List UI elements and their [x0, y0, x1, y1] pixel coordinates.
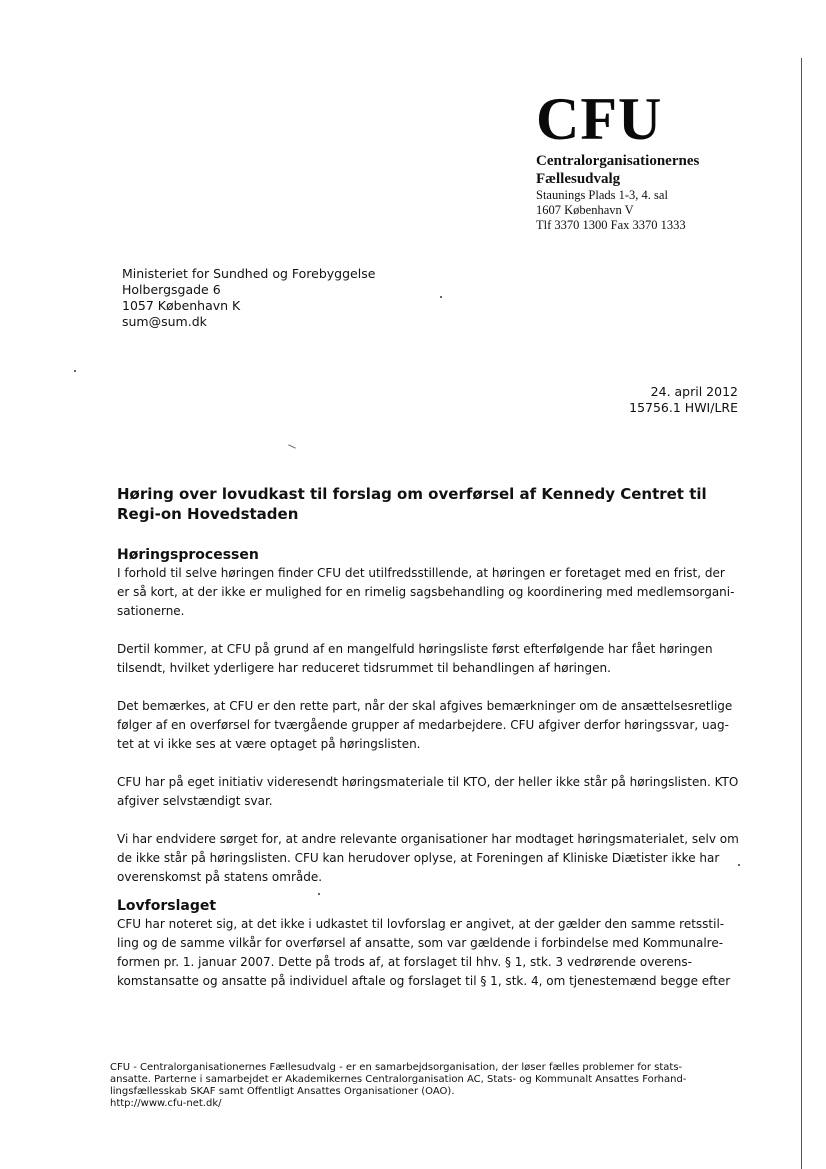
section-heading-lovforslaget: Lovforslaget	[117, 898, 217, 914]
scan-speck	[74, 370, 76, 372]
scan-speck	[288, 444, 296, 448]
org-name-line2: Fællesudvalg	[536, 171, 621, 187]
scan-speck	[738, 864, 740, 866]
letter-reference: 15756.1 HWI/LRE	[629, 400, 738, 415]
paragraph: I forhold til selve høringen finder CFU det utilfredsstillende, at høringen er foretaget med en frist, der er så kort, at der ikke er mulighed for en rimelig sagsbehandling og koordinering med medlemsorgani-sationerne.	[117, 566, 735, 618]
org-name-line1: Centralorganisationernes	[536, 153, 700, 169]
org-phone-fax: Tlf 3370 1300 Fax 3370 1333	[536, 218, 686, 232]
footer-line: lingsfællesskab SKAF samt Offentligt Ansattes Organisationer (OAO).	[110, 1086, 455, 1097]
section-heading-horingsprocessen: Høringsprocessen	[117, 547, 259, 563]
letter-footer	[110, 1062, 740, 1110]
footer-line: CFU - Centralorganisationernes Fællesudvalg - er en samarbejdsorganisation, der løser fælles problemer for stats-	[110, 1062, 683, 1073]
cfu-logo: CFU	[536, 86, 663, 152]
scan-speck	[318, 893, 320, 895]
footer-line: ansatte. Parterne i samarbejdet er Akademikernes Centralorganisation AC, Stats- og Kommunalt Ansattes Forhand-	[110, 1074, 687, 1085]
letter-body	[117, 484, 739, 1010]
recipient-city: 1057 København K	[122, 298, 241, 313]
recipient-address	[122, 266, 375, 330]
recipient-name: Ministeriet for Sundhed og Forebyggelse	[122, 266, 376, 281]
page-edge-line	[801, 58, 802, 1169]
letter-subject: Høring over lovudkast til forslag om overførsel af Kennedy Centret til Regi-on Hovedstaden	[117, 485, 707, 523]
paragraph: CFU har på eget initiativ videresendt høringsmateriale til KTO, der heller ikke står på høringslisten. KTO afgiver selvstændigt svar.	[117, 775, 739, 808]
recipient-email: sum@sum.dk	[122, 314, 207, 329]
org-address-city: 1607 København V	[536, 203, 634, 217]
footer-url: http://www.cfu-net.dk/	[110, 1098, 222, 1109]
org-address-street: Staunings Plads 1-3, 4. sal	[536, 188, 668, 202]
paragraph: Dertil kommer, at CFU på grund af en mangelfuld høringsliste først efterfølgende har fået høringen tilsendt, hvilket yderligere har reduceret tidsrummet til behandlingen af høringen.	[117, 642, 713, 675]
letterhead	[536, 88, 786, 233]
paragraph: Vi har endvidere sørget for, at andre relevante organisationer har modtaget høringsmaterialet, selv om de ikke står på høringslisten. CFU kan herudover oplyse, at Foreningen af Kliniske Diætister ikke har overenskomst på statens område.	[117, 832, 739, 884]
letter-date: 24. april 2012	[650, 384, 738, 399]
paragraph: CFU har noteret sig, at det ikke i udkastet til lovforslag er angivet, at der gælder den samme retsstil-ling og de samme vilkår for overførsel af ansatte, som var gældende i forbindelse med Kommunalre-formen pr. 1. januar 2007. Dette på trods af, at forslaget til hhv. § 1, stk. 3 vedrørende overens-komstansatte og ansatte på individuel aftale og forslaget til § 1, stk. 4, om tjenestemænd begge efter	[117, 917, 731, 988]
date-reference-block	[629, 384, 738, 416]
recipient-street: Holbergsgade 6	[122, 282, 221, 297]
paragraph: Det bemærkes, at CFU er den rette part, når der skal afgives bemærkninger om de ansættelsesretlige følger af en overførsel for tværgående grupper af medarbejdere. CFU afgiver derfor høringssvar, uag-tet at vi ikke ses at være optaget på høringslisten.	[117, 699, 733, 751]
scan-speck	[440, 296, 442, 298]
